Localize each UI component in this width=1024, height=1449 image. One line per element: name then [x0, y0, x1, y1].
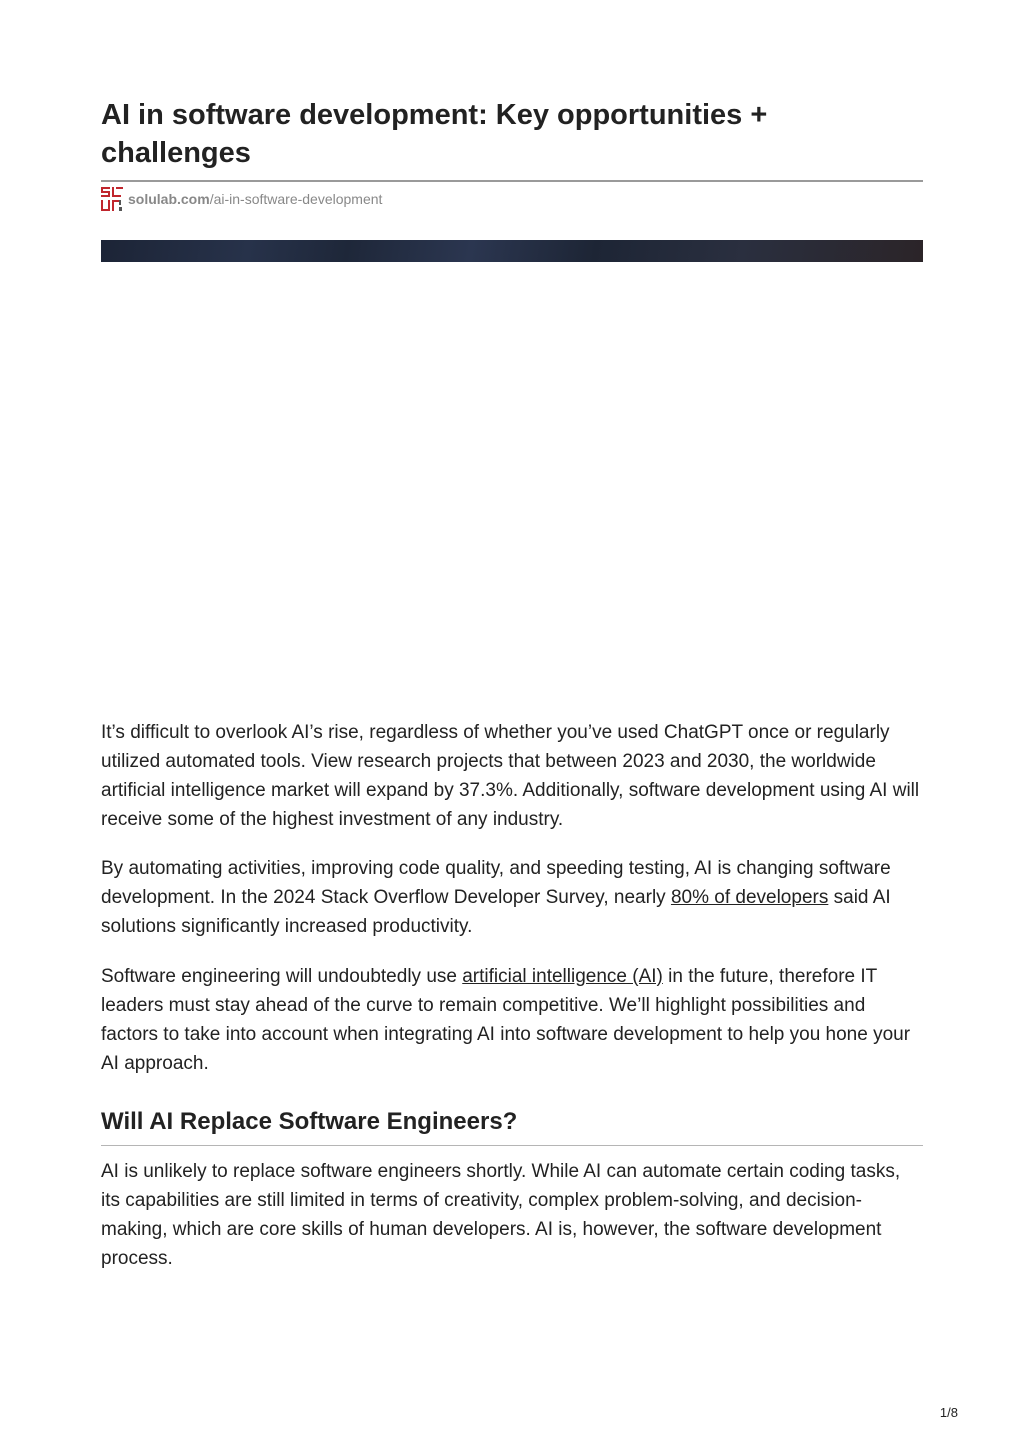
future-paragraph: [101, 962, 923, 1078]
source-line: [101, 187, 382, 211]
developers-survey-link[interactable]: 80% of developers: [670, 887, 829, 908]
solulab-logo-icon: [101, 187, 123, 211]
section-heading: Will AI Replace Software Engineers?: [101, 1108, 518, 1135]
source-domain[interactable]: solulab.com: [128, 191, 210, 207]
page-number: 1/8: [939, 1405, 958, 1420]
intro-paragraph: It’s difficult to overlook AI’s rise, regardless of whether you’ve used ChatGPT once or regularly utilized automated tools. View research projects that between 2023 and 2030, the worldwide artificial intelligence market will expand by 37.3%. Additionally, software development using AI will receive some of the highest investment of any industry.: [101, 722, 920, 830]
future-text-after: in the future, therefore IT leaders must stay ahead of the curve to remain competitive. We’ll highlight possibilities and factors to take into account when integrating AI into software development to help you hone your AI approach.: [101, 966, 911, 1074]
future-text-before: Software engineering will undoubtedly use: [101, 966, 463, 987]
source-path[interactable]: /ai-in-software-development: [209, 191, 383, 207]
artificial-intelligence-link[interactable]: artificial intelligence (AI): [462, 966, 663, 987]
survey-text-before: By automating activities, improving code quality, and speeding testing, AI is changing software development. In the 2024 Stack Overflow Developer Survey, nearly: [101, 858, 891, 908]
survey-paragraph: [101, 854, 923, 941]
section-paragraph: AI is unlikely to replace software engineers shortly. While AI can automate certain coding tasks, its capabilities are still limited in terms of creativity, complex problem-solving, and decision-making, which are core skills of human developers. AI is, however, the software development process.: [101, 1161, 901, 1269]
survey-text-after: said AI solutions significantly increased productivity.: [101, 887, 891, 937]
section-divider: [101, 1145, 923, 1146]
page-title: AI in software development: Key opportunities + challenges: [101, 99, 768, 169]
hero-image: [101, 240, 923, 262]
title-divider: [101, 180, 923, 182]
